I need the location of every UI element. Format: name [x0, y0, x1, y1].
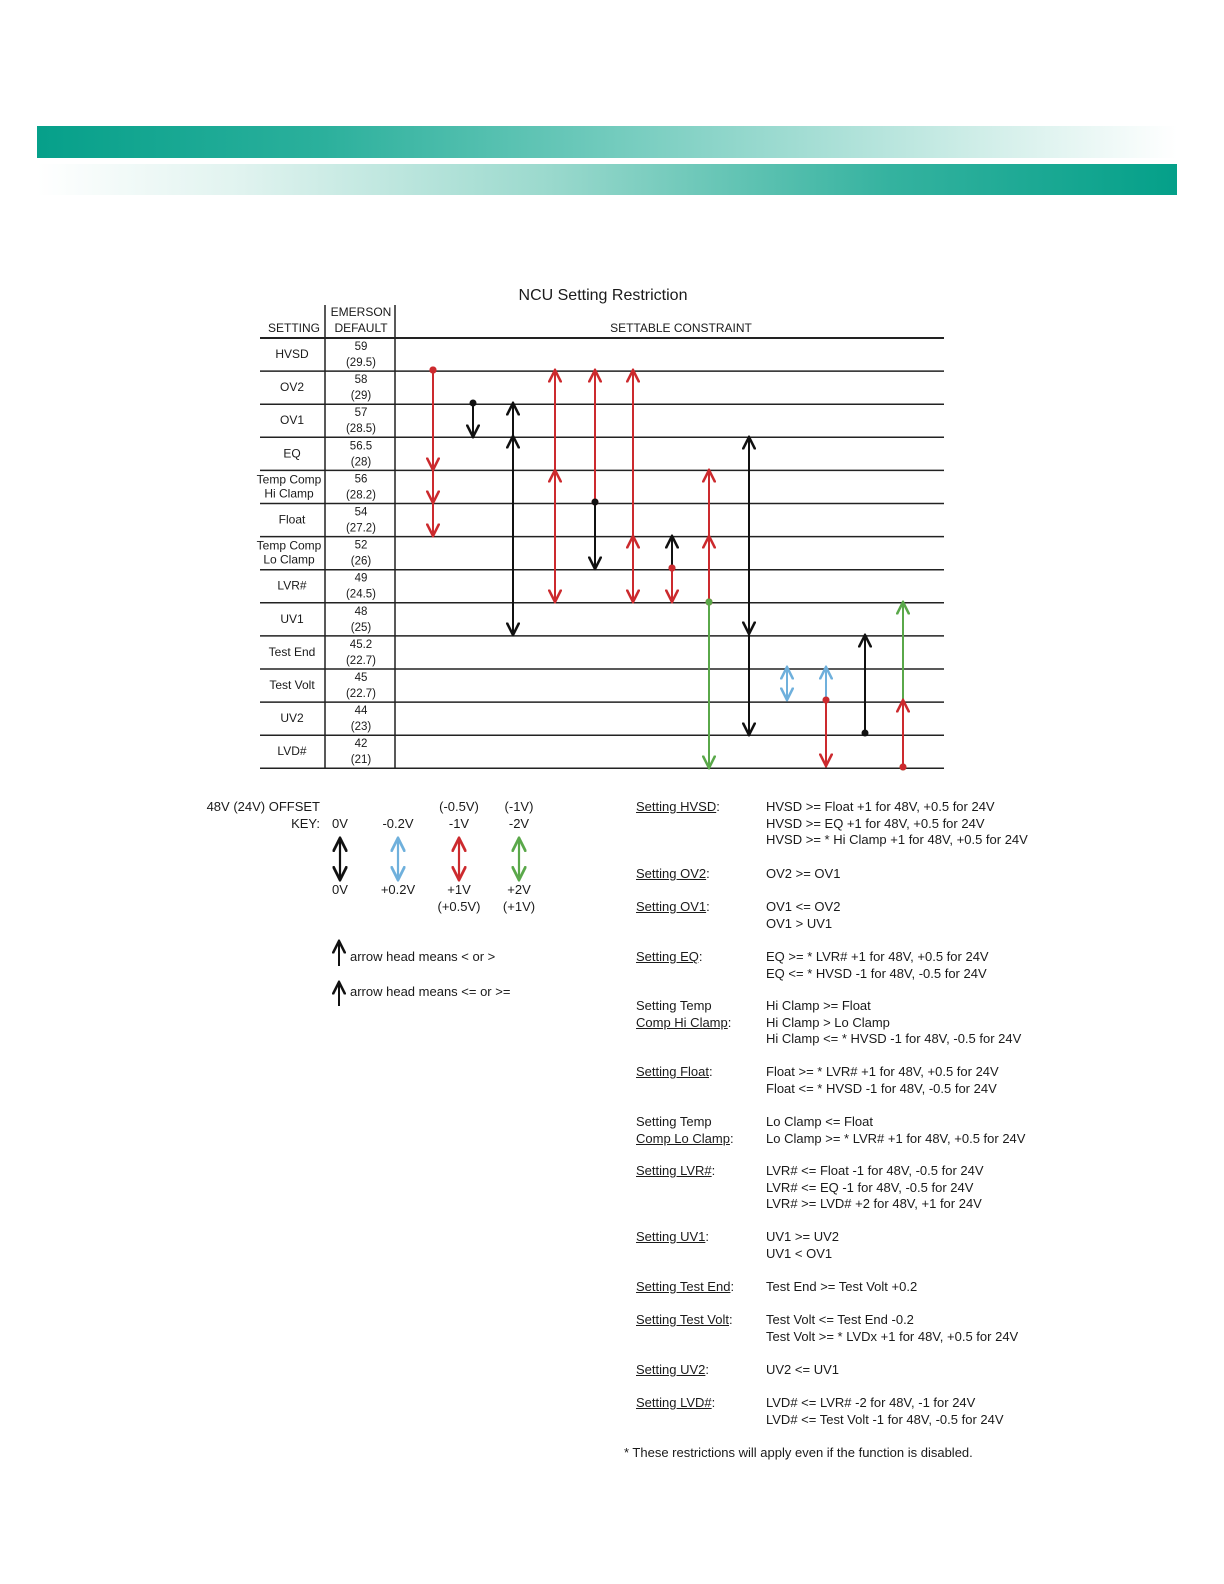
- row-default-48v: 56: [354, 473, 368, 486]
- rule-constraints: [766, 949, 989, 982]
- rule-constraints: [766, 1312, 1018, 1345]
- rule-line: Test End >= Test Volt +0.2: [766, 1279, 918, 1294]
- row-setting-label: EQ: [283, 446, 301, 461]
- rule-constraints: [766, 899, 840, 932]
- rule-line: LVD# <= Test Volt -1 for 48V, -0.5 for 24V: [766, 1411, 1004, 1427]
- key-offset-value: 0V: [332, 882, 348, 897]
- key-offset-value: -2V: [508, 816, 530, 831]
- row-default-24v: (22.7): [345, 654, 377, 667]
- rule-line: OV1 <= OV2: [766, 899, 841, 914]
- constraint-origin-dot: [470, 400, 477, 407]
- header-setting: SETTING: [267, 321, 321, 335]
- key-offset-value: -1V: [448, 816, 470, 831]
- header-default-line1: EMERSON: [330, 305, 392, 319]
- row-default-48v: 44: [354, 705, 368, 718]
- rule-line: EQ >= * LVR# +1 for 48V, +0.5 for 24V: [766, 949, 989, 964]
- rule-line: Lo Clamp >= * LVR# +1 for 48V, +0.5 for 24V: [766, 1130, 1026, 1146]
- rule-line: UV2 <= UV1: [766, 1362, 839, 1377]
- rule-label: Setting Float:: [636, 1064, 713, 1079]
- rule-constraints: [766, 1395, 1004, 1428]
- rule-line: Test Volt >= * LVDx +1 for 48V, +0.5 for 24V: [766, 1328, 1019, 1344]
- rule-constraints: [766, 1114, 1025, 1147]
- footnote: * These restrictions will apply even if the function is disabled.: [624, 1445, 973, 1460]
- header-default-line2: DEFAULT: [334, 321, 388, 335]
- row-default-48v: 45.2: [349, 638, 373, 651]
- key-offset-value: -0.2V: [382, 816, 414, 831]
- rule-line: HVSD >= EQ +1 for 48V, +0.5 for 24V: [766, 815, 985, 831]
- key-offset-label: 48V (24V) OFFSET: [206, 799, 320, 814]
- row-setting-label: Temp Comp: [256, 538, 322, 553]
- key-strict-text: arrow head means < or >: [350, 949, 496, 964]
- rule-label: Setting Temp Comp Hi Clamp:: [636, 998, 732, 1030]
- key-offset-value: (+0.5V): [437, 899, 481, 914]
- rule-line: LVD# <= LVR# -2 for 48V, -1 for 24V: [766, 1395, 976, 1410]
- key-offset-value: (+1V): [502, 899, 536, 914]
- rule-line: Hi Clamp <= * HVSD -1 for 48V, -0.5 for 24V: [766, 1031, 1022, 1046]
- constraint-origin-dot: [592, 499, 599, 506]
- row-default-24v: (28): [350, 456, 372, 469]
- row-setting-label: Temp Comp: [256, 472, 322, 487]
- row-setting-label: Lo Clamp: [263, 552, 315, 567]
- row-default-24v: (26): [350, 555, 372, 568]
- key-offset-value: +2V: [507, 882, 531, 897]
- row-default-24v: (21): [350, 754, 372, 767]
- row-default-24v: (24.5): [345, 588, 377, 601]
- row-setting-label: Test Volt: [269, 678, 315, 692]
- row-default-24v: (29): [350, 390, 372, 403]
- constraint-origin-dot: [706, 599, 713, 606]
- chart-title: NCU Setting Restriction: [518, 287, 688, 304]
- header-constraint: SETTABLE CONSTRAINT: [610, 321, 752, 335]
- constraint-origin-dot: [823, 697, 830, 704]
- key-label: KEY:: [291, 816, 320, 831]
- row-setting-label: LVD#: [277, 744, 307, 759]
- rule-label: Setting Test End:: [636, 1279, 735, 1294]
- row-default-48v: 58: [354, 374, 368, 387]
- key-offset-value: 0V: [332, 816, 348, 831]
- key-offset-value: (-1V): [504, 799, 534, 814]
- rule-label: Setting OV1:: [636, 899, 710, 914]
- rule-label: Setting UV1:: [636, 1229, 709, 1244]
- row-default-48v: 48: [354, 605, 368, 618]
- rule-line: HVSD >= Float +1 for 48V, +0.5 for 24V: [766, 799, 995, 814]
- rule-line: LVR# <= Float -1 for 48V, -0.5 for 24V: [766, 1163, 984, 1178]
- row-setting-label: Test End: [268, 644, 316, 659]
- row-setting-label: OV1: [279, 413, 305, 428]
- row-setting-label: LVR#: [277, 578, 307, 593]
- constraint-origin-dot: [669, 565, 676, 572]
- rule-constraints: [766, 998, 1021, 1048]
- rule-label: Setting LVD#:: [636, 1395, 716, 1410]
- rule-constraints: [766, 866, 840, 883]
- key-offset-value: (-0.5V): [439, 799, 479, 814]
- row-default-24v: (28.2): [345, 489, 377, 502]
- rule-line: EQ <= * HVSD -1 for 48V, -0.5 for 24V: [766, 965, 987, 981]
- row-default-24v: (25): [350, 621, 372, 634]
- row-default-24v: (27.2): [345, 522, 377, 535]
- constraint-origin-dot: [900, 764, 907, 771]
- row-default-48v: 42: [354, 738, 368, 751]
- key-offset-value: +0.2V: [380, 882, 416, 897]
- rule-label: Setting OV2:: [636, 866, 710, 881]
- rule-constraints: [766, 1064, 999, 1097]
- row-default-48v: 49: [354, 572, 368, 585]
- row-setting-label: Hi Clamp: [264, 486, 314, 501]
- rule-line: UV1 >= UV2: [766, 1229, 839, 1244]
- row-default-24v: (23): [350, 721, 372, 734]
- rule-constraints: [766, 799, 1028, 849]
- row-default-24v: (22.7): [345, 688, 377, 700]
- row-default-48v: 54: [354, 506, 368, 519]
- rule-label: Setting Test Volt:: [636, 1312, 733, 1327]
- rule-line: Test Volt <= Test End -0.2: [766, 1312, 914, 1327]
- row-default-48v: 52: [354, 539, 368, 552]
- row-setting-label: UV2: [280, 711, 304, 726]
- rule-line: Float <= * HVSD -1 for 48V, -0.5 for 24V: [766, 1080, 997, 1096]
- row-default-48v: 56.5: [349, 440, 373, 453]
- constraint-origin-dot: [430, 367, 437, 374]
- rule-label: Setting EQ:: [636, 949, 703, 964]
- rule-constraints: [766, 1229, 839, 1262]
- rule-label: Setting HVSD:: [636, 799, 720, 814]
- row-default-48v: 57: [354, 407, 368, 420]
- rule-label: Setting Temp Comp Lo Clamp:: [636, 1114, 734, 1146]
- rule-label: Setting LVR#:: [636, 1163, 716, 1178]
- key-offset-value: +1V: [447, 882, 471, 897]
- row-setting-label: OV2: [279, 380, 305, 395]
- rule-line: Lo Clamp <= Float: [766, 1114, 873, 1129]
- rule-line: Hi Clamp >= Float: [766, 998, 871, 1013]
- key-inclusive-text: arrow head means <= or >=: [350, 984, 511, 999]
- rule-line: OV2 >= OV1: [766, 866, 841, 881]
- constraint-origin-dot: [862, 730, 869, 737]
- rule-constraints: [766, 1163, 984, 1213]
- rule-constraints: [766, 1362, 839, 1379]
- row-setting-label: HVSD: [275, 347, 309, 361]
- rule-line: HVSD >= * Hi Clamp +1 for 48V, +0.5 for 24V: [766, 832, 1028, 847]
- constraint-arrows: [430, 367, 907, 771]
- rule-line: UV1 < OV1: [766, 1245, 833, 1261]
- key-arrows: [332, 799, 535, 914]
- row-default-48v: 45: [354, 672, 368, 684]
- rule-line: LVR# <= EQ -1 for 48V, -0.5 for 24V: [766, 1179, 974, 1195]
- rule-line: Float >= * LVR# +1 for 48V, +0.5 for 24V: [766, 1064, 999, 1079]
- rule-line: LVR# >= LVD# +2 for 48V, +1 for 24V: [766, 1196, 982, 1211]
- rule-constraints: [766, 1279, 917, 1296]
- row-default-24v: (29.5): [345, 357, 377, 369]
- row-setting-label: Float: [278, 512, 306, 527]
- rule-line: Hi Clamp > Lo Clamp: [766, 1014, 890, 1030]
- row-setting-label: UV1: [280, 611, 304, 626]
- row-default-24v: (28.5): [345, 423, 377, 436]
- row-default-48v: 59: [354, 341, 368, 353]
- rule-label: Setting UV2:: [636, 1362, 709, 1377]
- rule-line: OV1 > UV1: [766, 915, 833, 931]
